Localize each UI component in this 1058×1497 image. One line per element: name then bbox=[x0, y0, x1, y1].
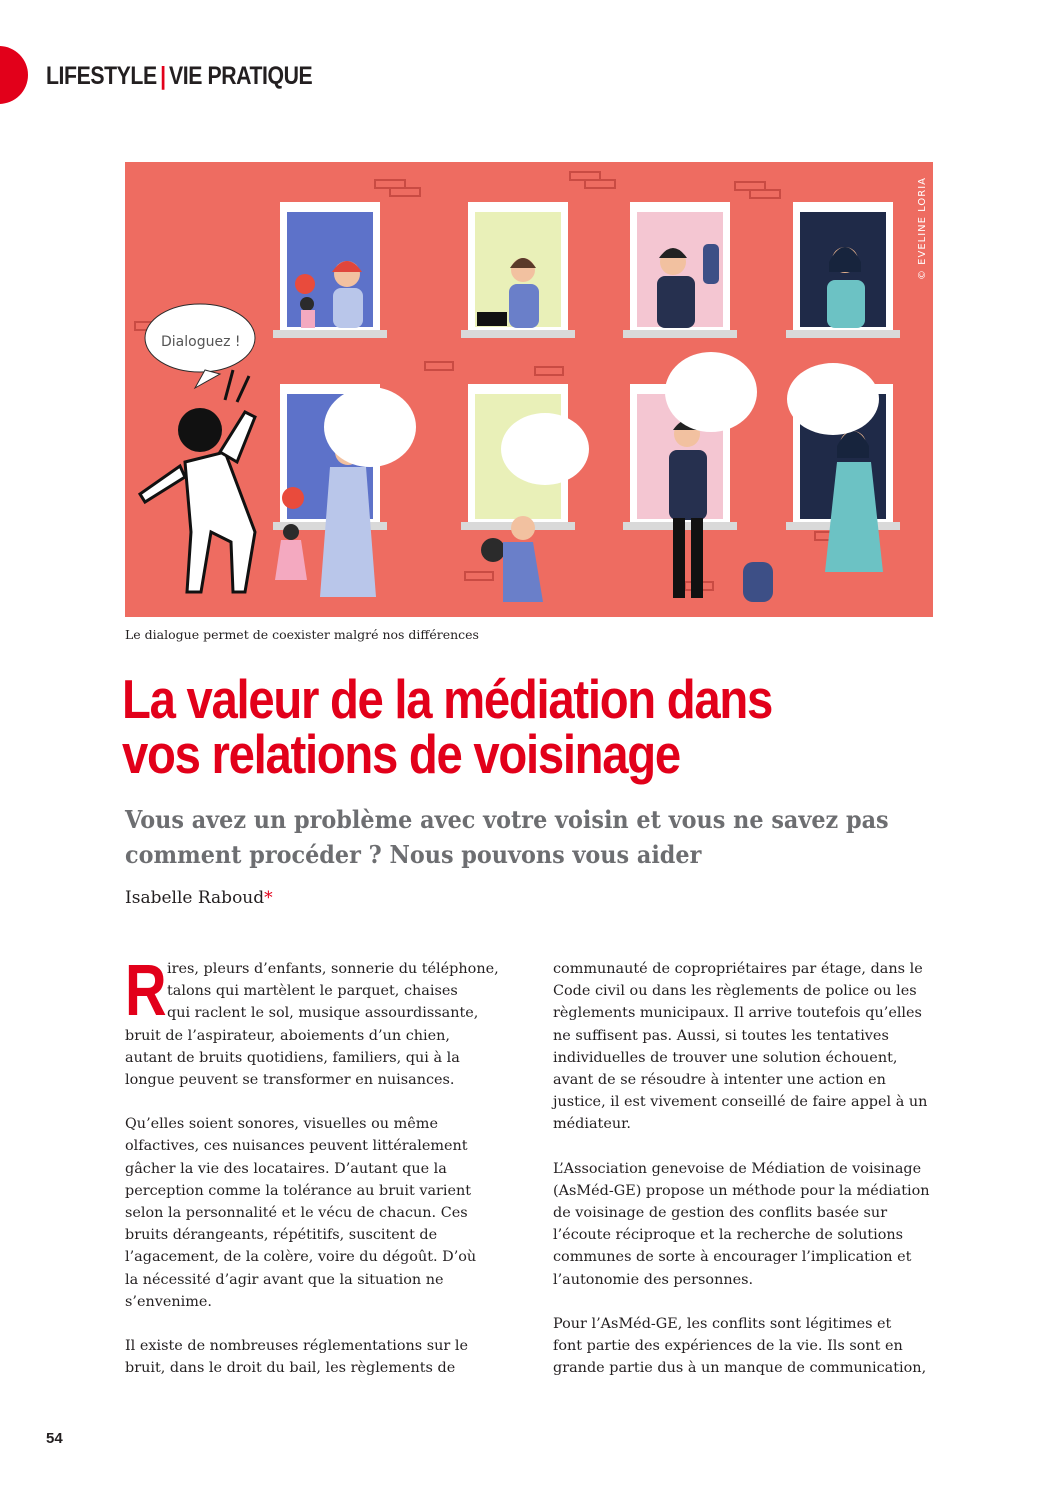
text-line: perception comme la tolérance au bruit varient bbox=[125, 1182, 472, 1199]
paragraph bbox=[125, 1335, 525, 1379]
text-line: justice, il est vivement conseillé de faire appel à un bbox=[553, 1094, 928, 1111]
text-line: font partie des expériences de la vie. Ils sont en bbox=[553, 1338, 903, 1355]
text-line: qui raclent le sol, musique assourdissante, bbox=[167, 1005, 479, 1022]
text-line: l’écoute réciproque et la recherche de solutions bbox=[553, 1227, 904, 1244]
text-line: talons qui martèlent le parquet, chaises bbox=[167, 983, 458, 1000]
text-line: la nécessité d’agir avant que la situation ne bbox=[125, 1271, 444, 1288]
text-line: Qu’elles soient sonores, visuelles ou même bbox=[125, 1116, 438, 1133]
page-number: 54 bbox=[46, 1430, 63, 1447]
text-line: gâcher la vie des locataires. D’autant que la bbox=[125, 1160, 447, 1177]
title-line-1: La valeur de la médiation dans bbox=[122, 668, 772, 730]
text-line: autant de bruits quotidiens, familiers, qui à la bbox=[125, 1049, 460, 1066]
subtitle-line-1: Vous avez un problème avec votre voisin et vous ne savez pas bbox=[125, 805, 889, 834]
paragraph bbox=[553, 1158, 953, 1291]
image-caption: Le dialogue permet de coexister malgré nos différences bbox=[125, 627, 479, 642]
text-line: (AsMéd-GE) propose un méthode pour la médiation bbox=[553, 1182, 930, 1199]
text-line: s’envenime. bbox=[125, 1293, 212, 1310]
subsection-label: VIE PRATIQUE bbox=[169, 62, 313, 90]
text-line: ne suffisent pas. Aussi, si toutes les tentatives bbox=[553, 1027, 889, 1044]
article-title bbox=[122, 668, 827, 785]
paragraph bbox=[125, 951, 525, 1091]
text-line: communes de sorte à encourager l’implication et bbox=[553, 1249, 912, 1266]
text-line: règlements municipaux. Il arrive toutefois qu’elles bbox=[553, 1005, 922, 1022]
title-line-2: vos relations de voisinage bbox=[122, 723, 680, 785]
drop-cap: R bbox=[125, 951, 167, 1031]
section-tab-marker bbox=[0, 46, 28, 104]
text-line: individuelles de trouver une solution échouent, bbox=[553, 1049, 898, 1066]
text-line: médiateur. bbox=[553, 1116, 631, 1133]
text-line: olfactives, ces nuisances peuvent littéralement bbox=[125, 1138, 468, 1155]
body-column-right bbox=[553, 958, 953, 1401]
text-line: avant de se résoudre à intenter une action en bbox=[553, 1072, 886, 1089]
body-column-left bbox=[125, 951, 525, 1401]
section-label: LIFESTYLE bbox=[46, 62, 157, 90]
section-header bbox=[46, 62, 312, 91]
paragraph bbox=[553, 958, 953, 1136]
paragraph bbox=[553, 1313, 953, 1380]
text-line: l’autonomie des personnes. bbox=[553, 1271, 754, 1288]
text-line: bruits dérangeants, répétitifs, suscitent de bbox=[125, 1227, 438, 1244]
text-line: ires, pleurs d’enfants, sonnerie du téléphone, bbox=[167, 961, 499, 977]
speech-bubble-text: Dialoguez ! bbox=[161, 334, 241, 350]
hero-illustration bbox=[125, 162, 933, 617]
text-line: selon la personnalité et le vécu de chacun. Ces bbox=[125, 1205, 468, 1222]
author-name: Isabelle Raboud bbox=[125, 888, 265, 908]
paragraph bbox=[125, 1113, 525, 1313]
illustration-credit: © EVELINE LORIA bbox=[917, 177, 928, 280]
text-line: l’agacement, de la colère, voire du dégoût. D’où bbox=[125, 1249, 477, 1266]
text-line: Code civil ou dans les règlements de police ou les bbox=[553, 983, 917, 1000]
author-footnote-mark: * bbox=[264, 888, 273, 908]
text-line: de voisinage de gestion des conflits basée sur bbox=[553, 1205, 888, 1222]
text-line: bruit, dans le droit du bail, les règlements de bbox=[125, 1360, 456, 1377]
text-line: bruit de l’aspirateur, aboiements d’un chien, bbox=[125, 1027, 450, 1044]
text-line: longue peuvent se transformer en nuisances. bbox=[125, 1072, 455, 1089]
author-byline bbox=[125, 888, 273, 908]
subtitle-line-2: comment procéder ? Nous pouvons vous aider bbox=[125, 840, 702, 869]
text-line: Il existe de nombreuses réglementations sur le bbox=[125, 1338, 468, 1355]
text-line: grande partie dus à un manque de communication, bbox=[553, 1360, 927, 1377]
text-line: Pour l’AsMéd-GE, les conflits sont légitimes et bbox=[553, 1315, 892, 1332]
text-line: communauté de copropriétaires par étage, dans le bbox=[553, 961, 923, 977]
article-subtitle bbox=[125, 802, 888, 872]
section-separator: | bbox=[160, 62, 166, 90]
text-line: L’Association genevoise de Médiation de voisinage bbox=[553, 1160, 922, 1177]
